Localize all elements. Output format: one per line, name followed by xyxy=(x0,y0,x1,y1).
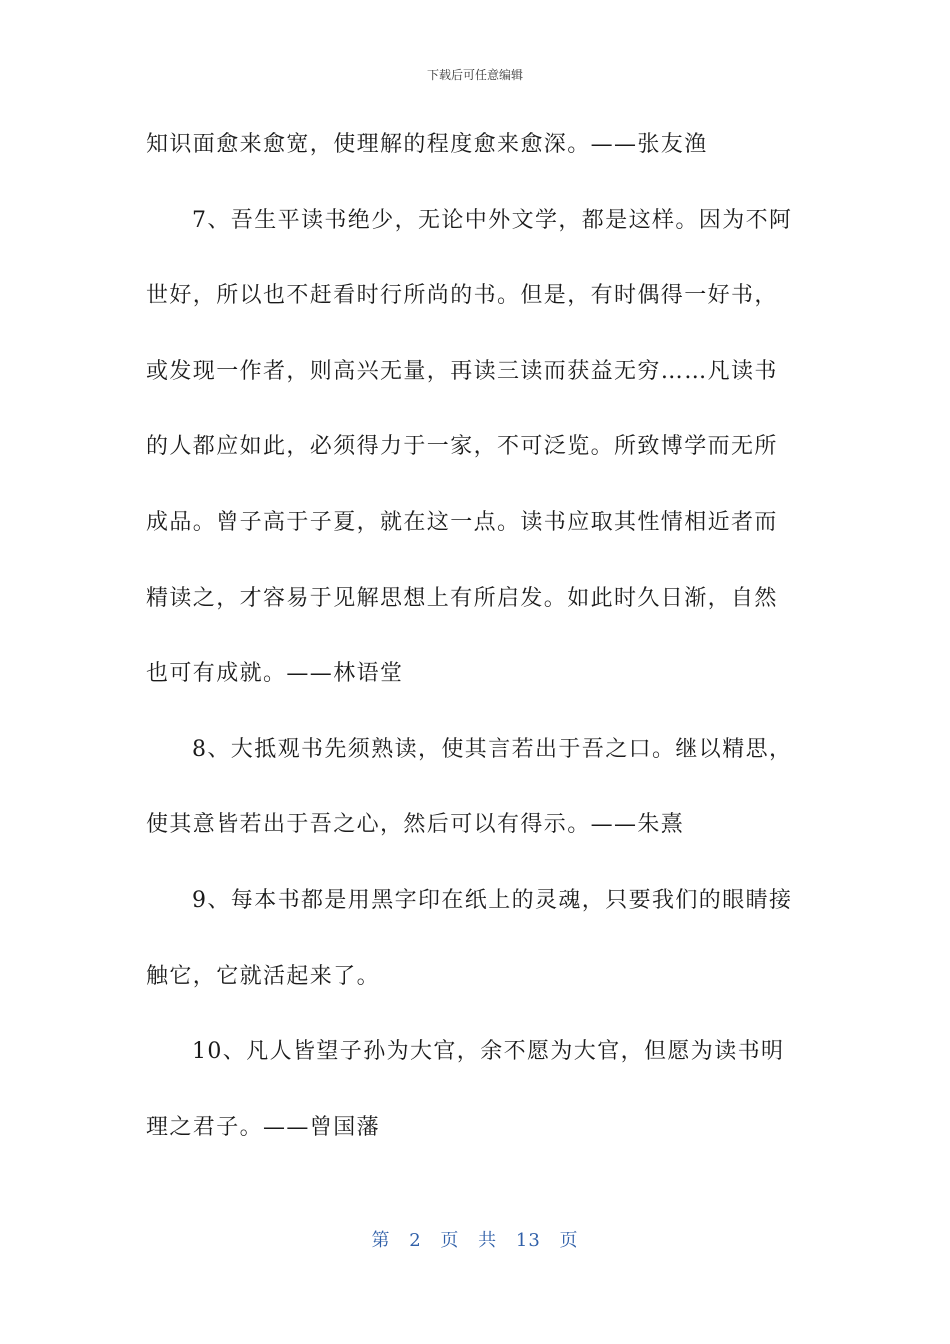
document-body xyxy=(146,126,806,1184)
text-line: 9、每本书都是用黑字印在纸上的灵魂，只要我们的眼睛接 xyxy=(192,887,793,913)
footer-page-number: 2 xyxy=(409,1230,422,1251)
footer-suffix: 页 xyxy=(559,1230,579,1251)
text-line: 知识面愈来愈宽，使理解的程度愈来愈深。——张友渔 xyxy=(146,132,708,157)
text-line: 理之君子。——曾国藩 xyxy=(146,1114,381,1140)
page-footer xyxy=(0,1226,950,1252)
text-line: 10、凡人皆望子孙为大官，余不愿为大官，但愿为读书明 xyxy=(192,1039,785,1065)
footer-mid2: 共 xyxy=(478,1230,498,1251)
text-line: 使其意皆若出于吾之心，然后可以有得示。——朱熹 xyxy=(146,812,685,838)
footer-mid1: 页 xyxy=(440,1230,460,1251)
text-line: 7、吾生平读书绝少，无论中外文学，都是这样。因为不阿 xyxy=(192,207,793,233)
footer-prefix: 第 xyxy=(371,1230,391,1251)
text-line: 也可有成就。——林语堂 xyxy=(146,661,404,687)
text-line: 的人都应如此，必须得力于一家，不可泛览。所致博学而无所 xyxy=(146,434,778,460)
text-line: 精读之，才容易于见解思想上有所启发。如此时久日渐，自然 xyxy=(146,585,778,611)
footer-total-pages: 13 xyxy=(515,1230,541,1251)
text-line: 成品。曾子高于子夏，就在这一点。读书应取其性情相近者而 xyxy=(146,509,778,535)
text-line: 8、大抵观书先须熟读，使其言若出于吾之口。继以精思， xyxy=(192,736,793,762)
text-line: 或发现一作者，则高兴无量，再读三读而获益无穷……凡读书 xyxy=(146,358,778,384)
page-header-note: 下载后可任意编辑 xyxy=(426,68,523,82)
text-line: 世好，所以也不赶看时行所尚的书。但是，有时偶得一好书， xyxy=(146,283,778,309)
text-line: 触它，它就活起来了。 xyxy=(146,963,381,989)
